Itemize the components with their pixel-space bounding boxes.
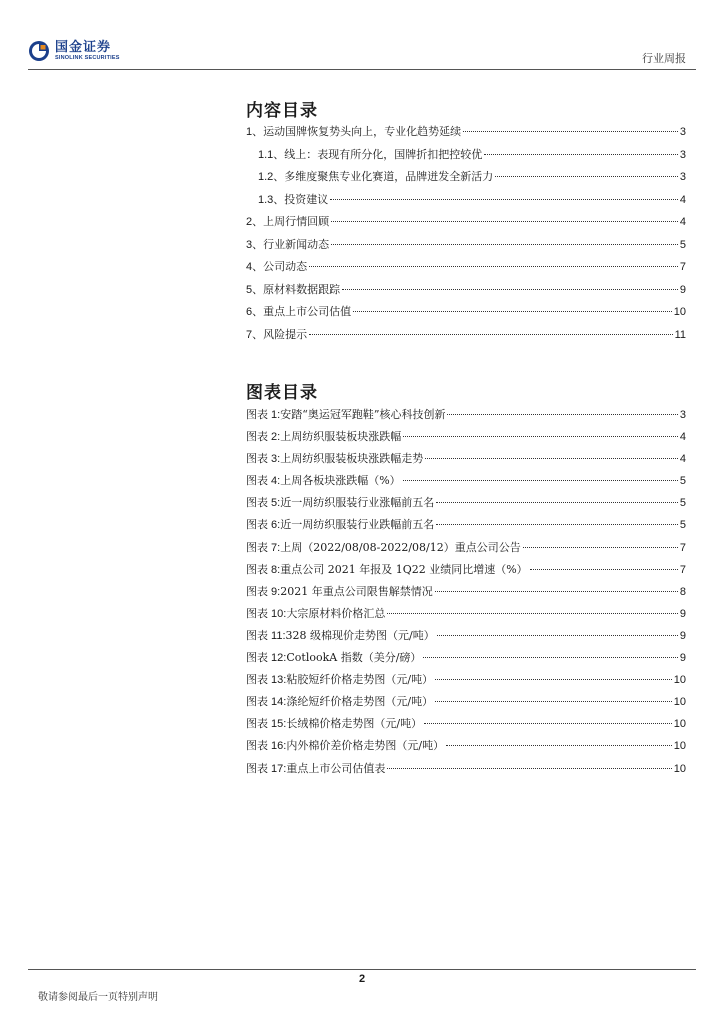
figure-entry-title: 上周（2022/08/08-2022/08/12）重点公司公告 xyxy=(280,540,521,554)
dot-leader xyxy=(330,199,678,200)
contents-entry-number: 2、 xyxy=(246,216,264,228)
figure-entry[interactable] xyxy=(246,581,686,603)
figure-entry[interactable] xyxy=(246,426,686,448)
figure-entry-page: 8 xyxy=(679,585,686,598)
contents-entry[interactable] xyxy=(246,256,686,279)
dot-leader xyxy=(436,524,678,525)
figure-entry-title: CotlookA 指数（美分/磅） xyxy=(286,651,422,665)
figure-entry-title: 近一周纺织服装行业涨幅前五名 xyxy=(280,496,435,510)
contents-entry-number: 4、 xyxy=(246,261,264,273)
figure-entry-page: 10 xyxy=(673,696,686,709)
figure-entry[interactable] xyxy=(246,735,686,757)
contents-entry-number: 5、 xyxy=(246,283,264,296)
contents-entry-title: 运动国牌恢复势头向上，专业化趋势延续 xyxy=(263,125,462,138)
contents-entry-page: 11 xyxy=(674,328,686,341)
dot-leader xyxy=(403,436,678,437)
contents-entry[interactable] xyxy=(246,121,686,144)
figure-entry-number: 图表 9: xyxy=(246,585,281,598)
contents-entry[interactable] xyxy=(246,279,686,302)
footer-divider xyxy=(28,969,696,970)
dot-leader xyxy=(424,723,672,724)
dot-leader xyxy=(387,768,671,769)
dot-leader xyxy=(403,480,678,481)
dot-leader xyxy=(331,221,678,222)
page-header xyxy=(0,0,724,70)
figure-entry[interactable] xyxy=(246,669,686,691)
dot-leader xyxy=(447,414,677,415)
contents-entry-page: 3 xyxy=(679,171,686,183)
contents-entry-number: 3、 xyxy=(246,238,264,251)
figure-entry[interactable] xyxy=(246,691,686,713)
sinolink-logo-icon xyxy=(28,40,50,62)
figure-entry-number: 图表 4: xyxy=(246,475,281,488)
contents-entry-title: 公司动态 xyxy=(263,260,308,273)
figure-entry[interactable] xyxy=(246,470,686,492)
contents-list xyxy=(246,121,686,346)
figure-entry[interactable] xyxy=(246,713,686,735)
dot-leader xyxy=(446,745,672,746)
figure-entry-number: 图表 5: xyxy=(246,497,281,510)
contents-entry-number: 6、 xyxy=(246,306,264,318)
sinolink-logo xyxy=(28,40,120,62)
contents-entry-number: 1.2、 xyxy=(258,171,285,183)
dot-leader xyxy=(436,502,678,503)
contents-entry-page: 7 xyxy=(679,261,686,273)
dot-leader xyxy=(435,591,678,592)
dot-leader xyxy=(342,289,678,290)
figure-entry-page: 4 xyxy=(679,431,686,444)
figure-entry-number: 图表 15: xyxy=(246,718,287,731)
figure-entry-page: 5 xyxy=(679,519,686,532)
contents-entry-title: 上周行情回顾 xyxy=(263,215,330,228)
figure-entry-page: 3 xyxy=(679,409,686,421)
brand-name-cn: 国金证券 xyxy=(55,39,112,55)
dot-leader xyxy=(435,679,672,680)
contents-entry-page: 3 xyxy=(679,148,686,161)
figure-entry[interactable] xyxy=(246,514,686,536)
contents-entry[interactable] xyxy=(246,234,686,257)
figure-entry-page: 4 xyxy=(679,453,686,466)
contents-entry-page: 3 xyxy=(679,126,686,138)
figures-title: 图表目录 xyxy=(246,383,318,403)
dot-leader xyxy=(523,547,678,548)
dot-leader xyxy=(495,176,678,177)
contents-entry-page: 5 xyxy=(679,238,686,251)
contents-entry[interactable] xyxy=(246,211,686,234)
figure-entry-number: 图表 2: xyxy=(246,431,281,444)
dot-leader xyxy=(353,311,672,312)
figures-list xyxy=(246,404,686,780)
figure-entry-title: 大宗原材料价格汇总 xyxy=(286,606,386,620)
figure-entry-title: 重点公司 2021 年报及 1Q22 业绩同比增速（%） xyxy=(280,562,528,576)
contents-entry-title: 重点上市公司估值 xyxy=(263,305,352,318)
figure-entry-number: 图表 11: xyxy=(246,629,286,642)
figure-entry-number: 图表 12: xyxy=(246,652,287,665)
figure-entry[interactable] xyxy=(246,647,686,669)
figure-entry-page: 7 xyxy=(679,563,686,576)
figure-entry-page: 9 xyxy=(679,652,686,665)
figure-entry-page: 9 xyxy=(679,629,686,642)
figure-entry-number: 图表 3: xyxy=(246,453,281,466)
figure-entry-title: 328 级棉现价走势图（元/吨） xyxy=(285,628,435,642)
figure-entry-page: 5 xyxy=(679,497,686,510)
dot-leader xyxy=(309,334,672,335)
figure-entry-title: 近一周纺织服装行业跌幅前五名 xyxy=(280,518,435,532)
figure-entry-title: 上周各板块涨跌幅（%） xyxy=(280,474,401,488)
contents-entry-number: 1.3、 xyxy=(258,193,285,206)
header-divider xyxy=(28,69,696,70)
dot-leader xyxy=(463,131,678,132)
figure-entry-title: 上周纺织服装板块涨跌幅 xyxy=(280,430,402,444)
dot-leader xyxy=(437,635,678,636)
contents-entry[interactable] xyxy=(246,324,686,347)
contents-entry-page: 4 xyxy=(679,216,686,228)
figure-entry-title: 2021 年重点公司限售解禁情况 xyxy=(280,584,433,598)
figure-entry-number: 图表 7: xyxy=(246,541,281,554)
figure-entry-number: 图表 6: xyxy=(246,519,281,532)
contents-entry-page: 9 xyxy=(679,283,686,296)
figure-entry-page: 9 xyxy=(679,607,686,620)
dot-leader xyxy=(484,154,678,155)
contents-entry[interactable] xyxy=(246,189,686,212)
contents-entry-number: 1、 xyxy=(246,126,264,138)
figure-entry-page: 10 xyxy=(673,718,686,731)
figure-entry-title: 内外棉价差价格走势图（元/吨） xyxy=(286,739,445,753)
contents-entry-title: 多维度聚焦专业化赛道，品牌迸发全新活力 xyxy=(284,170,494,183)
brand-name-en: SINOLINK SECURITIES xyxy=(55,54,120,61)
figure-entry[interactable] xyxy=(246,625,686,647)
contents-entry-page: 10 xyxy=(673,306,686,318)
figure-entry[interactable] xyxy=(246,559,686,581)
figure-entry-number: 图表 10: xyxy=(246,607,287,620)
contents-entry-title: 线上：表现有所分化，国牌折扣把控较优 xyxy=(284,147,483,161)
figure-entry-page: 7 xyxy=(679,541,686,554)
dot-leader xyxy=(435,701,672,702)
figure-entry-title: 粘胶短纤价格走势图（元/吨） xyxy=(286,673,434,687)
report-type-label: 行业周报 xyxy=(642,52,686,65)
contents-entry[interactable] xyxy=(246,166,686,189)
contents-title: 内容目录 xyxy=(246,101,318,121)
figure-entry-number: 图表 13: xyxy=(246,674,287,687)
dot-leader xyxy=(530,569,678,570)
figure-entry-title: 长绒棉价格走势图（元/吨） xyxy=(286,717,423,731)
contents-entry-title: 行业新闻动态 xyxy=(263,237,330,251)
figure-entry-page: 10 xyxy=(673,762,686,775)
figure-entry-page: 10 xyxy=(673,674,686,687)
figure-entry[interactable] xyxy=(246,492,686,514)
figure-entry-title: 安踏“奥运冠军跑鞋”核心科技创新 xyxy=(280,408,446,421)
figure-entry-title: 重点上市公司估值表 xyxy=(286,761,386,775)
dot-leader xyxy=(423,657,677,658)
figure-entry-page: 10 xyxy=(673,740,686,753)
figure-entry-number: 图表 14: xyxy=(246,696,287,709)
figure-entry-number: 图表 17: xyxy=(246,762,287,775)
figure-entry[interactable] xyxy=(246,758,686,780)
figure-entry-number: 图表 8: xyxy=(246,563,281,576)
figure-entry-page: 5 xyxy=(679,475,686,488)
dot-leader xyxy=(309,266,678,267)
dot-leader xyxy=(387,613,678,614)
page-number: 2 xyxy=(358,973,366,985)
contents-entry-number: 7、 xyxy=(246,328,264,341)
figure-entry-title: 涤纶短纤价格走势图（元/吨） xyxy=(286,695,434,709)
disclaimer-text: 敬请参阅最后一页特别声明 xyxy=(38,992,158,1003)
contents-entry[interactable] xyxy=(246,301,686,324)
contents-entry-page: 4 xyxy=(679,193,686,206)
figure-entry-number: 图表 16: xyxy=(246,740,287,753)
figure-entry[interactable] xyxy=(246,448,686,470)
contents-entry-title: 原材料数据跟踪 xyxy=(263,282,341,296)
contents-entry-number: 1.1、 xyxy=(258,148,285,161)
figure-entry[interactable] xyxy=(246,603,686,625)
contents-entry-title: 投资建议 xyxy=(284,192,329,206)
contents-entry-title: 风险提示 xyxy=(263,327,308,341)
contents-entry[interactable] xyxy=(246,144,686,167)
figure-entry-title: 上周纺织服装板块涨跌幅走势 xyxy=(280,452,424,466)
dot-leader xyxy=(331,244,678,245)
figure-entry[interactable] xyxy=(246,537,686,559)
figure-entry[interactable] xyxy=(246,404,686,426)
dot-leader xyxy=(425,458,678,459)
figure-entry-number: 图表 1: xyxy=(246,409,281,421)
